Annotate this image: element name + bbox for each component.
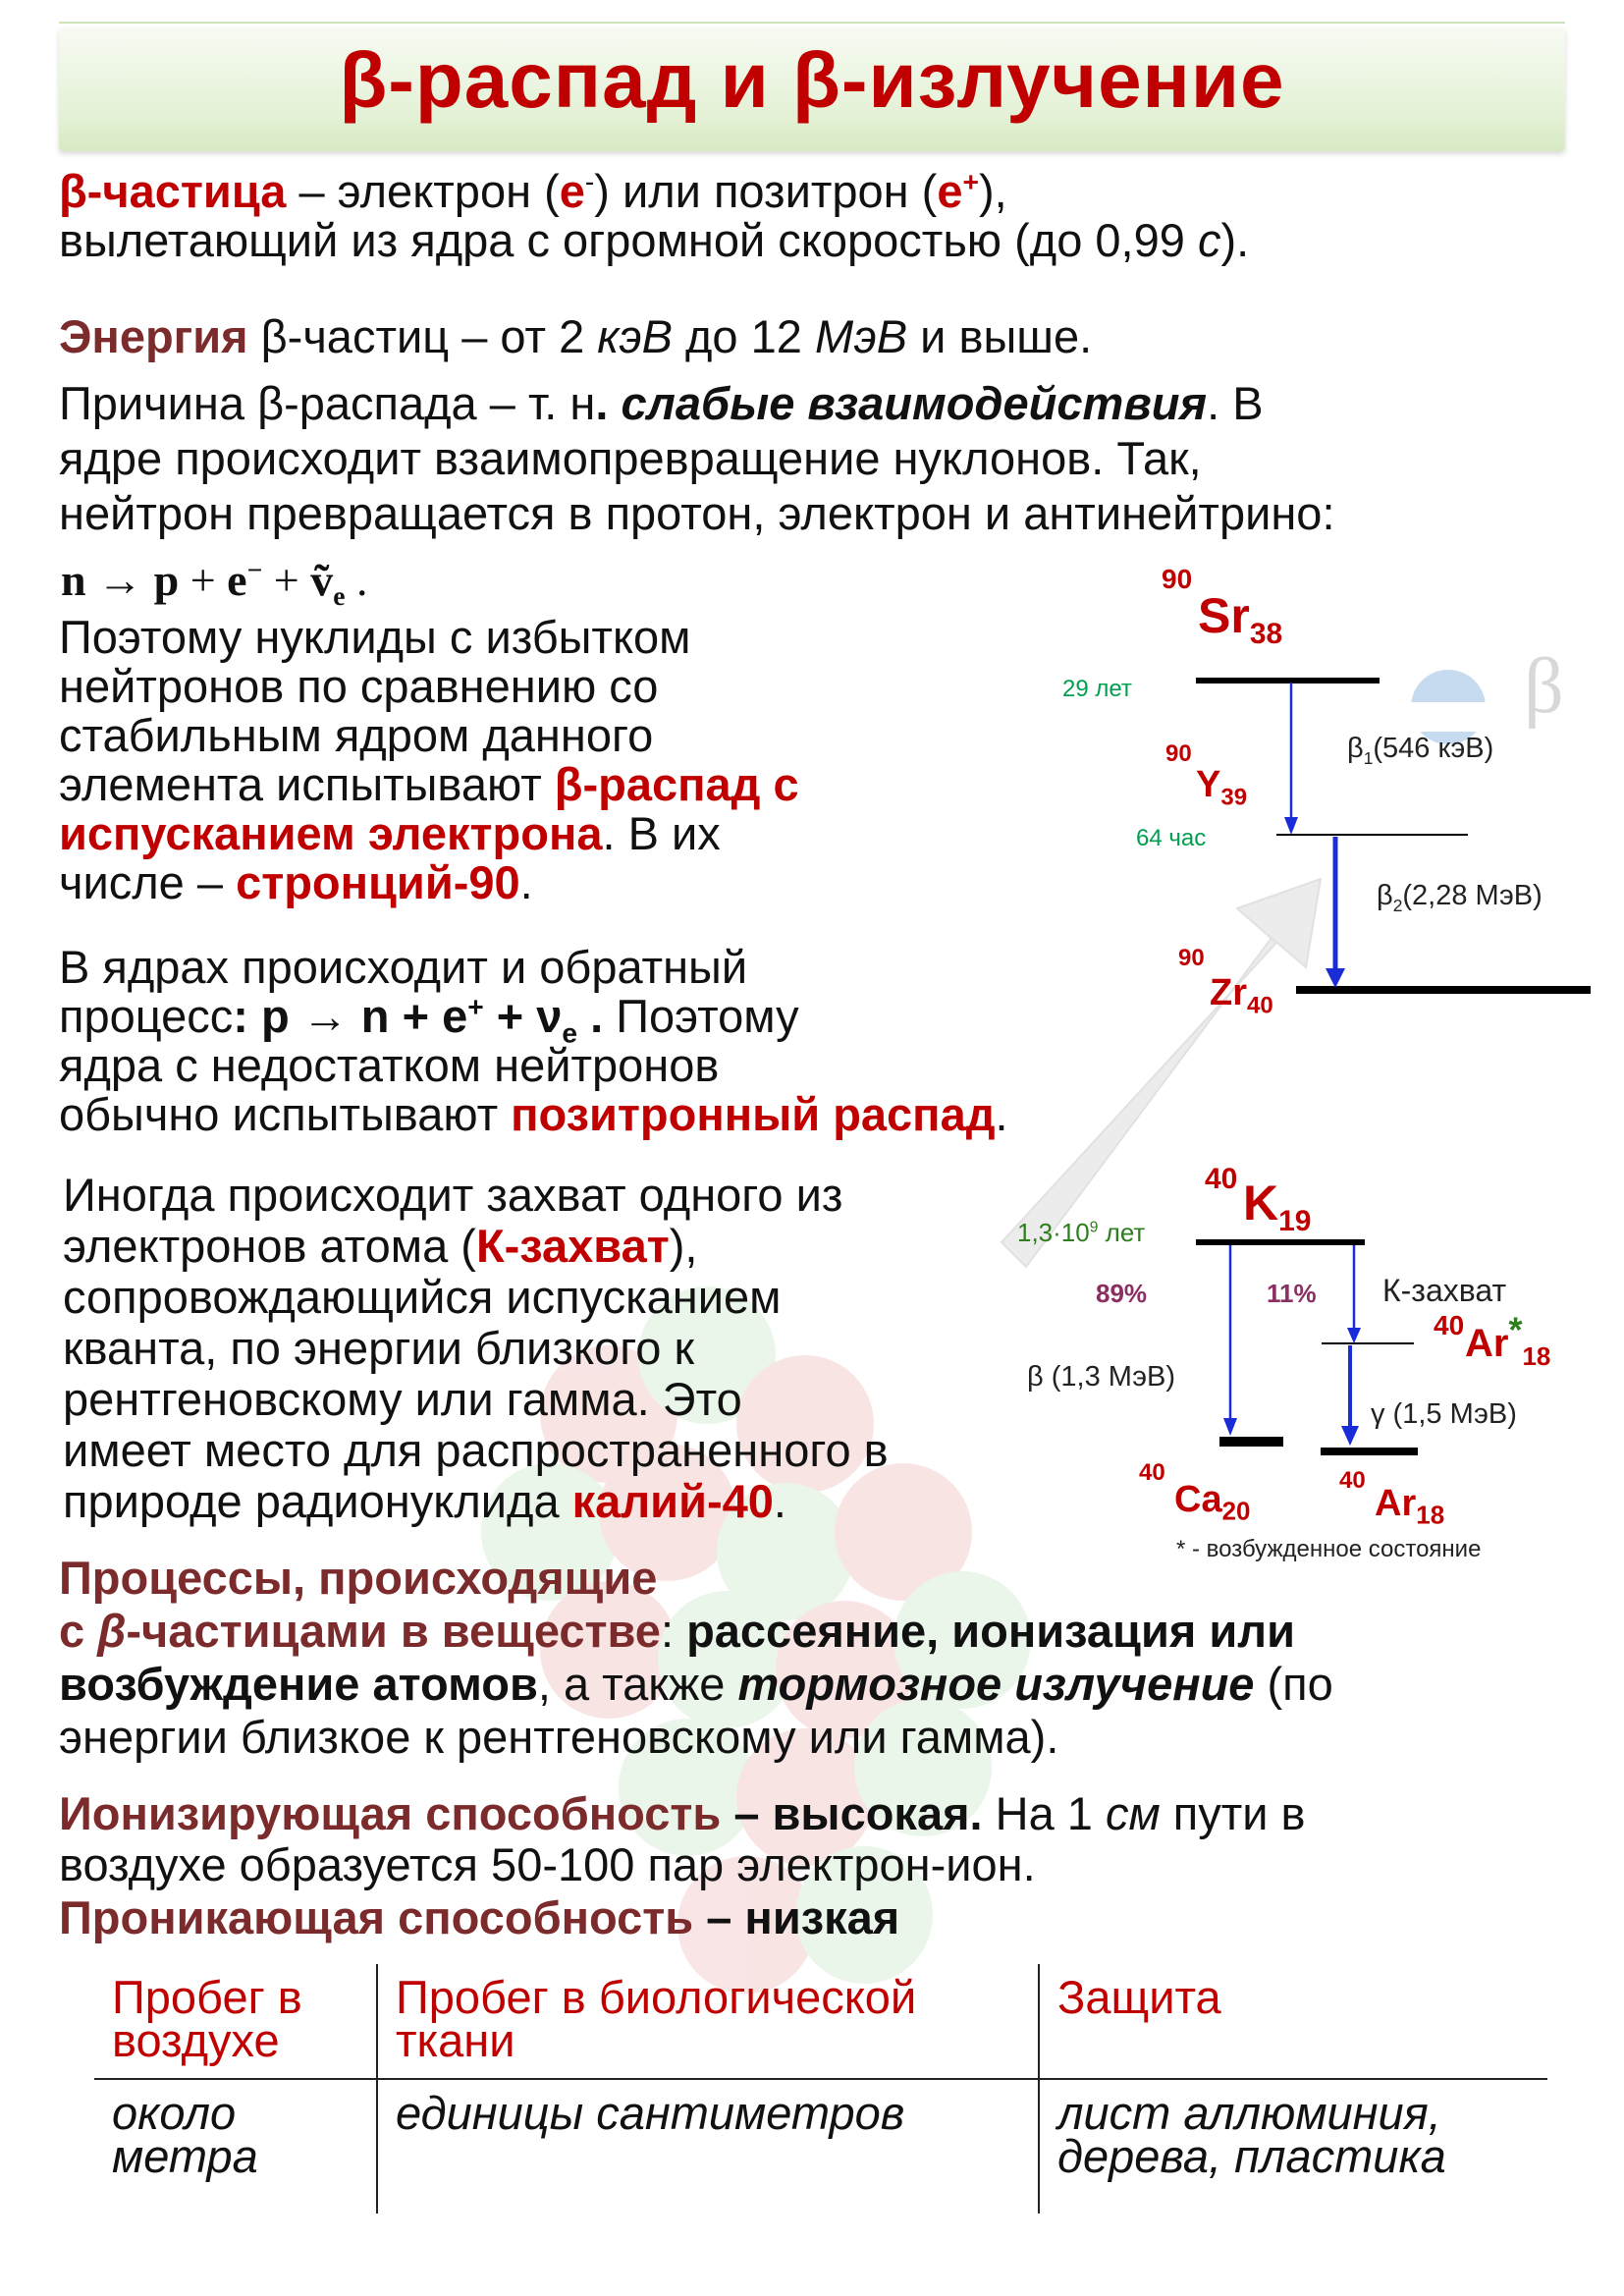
k-capture-line6: имеет место для распространенного в (63, 1424, 889, 1476)
cell-air-range: около метра (112, 2087, 258, 2182)
k-capture-line5: рентгеновскому или гамма. Это (63, 1373, 742, 1425)
sr-half-life: 29 лет (1062, 676, 1132, 702)
top-rule (59, 22, 1565, 24)
percent-11: 11% (1267, 1279, 1317, 1308)
beta1-label: $\beta_1(546$ кэВ) (1347, 733, 1494, 768)
k-capture-line3: сопровождающийся испусканием (63, 1271, 782, 1323)
excited-state-note: * - возбужденное состояние (1176, 1536, 1482, 1562)
k-capture-line4: кванта, по энергии близкого к (63, 1322, 695, 1374)
processes-line3: возбуждение атомов, а также тормозное излучение (по (59, 1658, 1333, 1710)
penetrating-line: Проникающая способность – низкая (59, 1891, 900, 1943)
gamma-label: γ (1,5 МэВ) (1371, 1398, 1517, 1430)
table-row (94, 2079, 1547, 2214)
ionizing-line1: Ионизирующая способность – высокая. На 1 см пути в (59, 1787, 1306, 1839)
percent-89: 89% (1096, 1279, 1148, 1308)
y-mass: 90 (1165, 740, 1192, 767)
processes-line4: энергии близкое к рентгеновскому или гамма). (59, 1711, 1059, 1763)
zr-mass: 90 (1178, 945, 1205, 971)
ar-excited-mass: 40 (1434, 1310, 1465, 1340)
excess-neutron-line2: нейтронов по сравнению со (59, 660, 659, 712)
k-symbol: $K_{19}$ (1243, 1175, 1312, 1237)
excess-neutron-line3: стабильным ядром данного (59, 709, 654, 761)
cell-protection: лист аллюминия, дерева, пластика (1039, 2079, 1547, 2214)
ar-excited-symbol: $Ar^*_{18}$ (1465, 1309, 1551, 1371)
beta2-label: $\beta_2(2,28$ МэВ) (1377, 880, 1543, 915)
ca-symbol: $Ca_{20}$ (1174, 1479, 1251, 1526)
header-air-range: Пробег в воздухе (94, 1964, 377, 2079)
positron-line2: процесс: $p \to n + e^+ + \nu_e$ . Поэтому (59, 990, 799, 1049)
excess-neutron-line4: элемента испытывают β-распад с (59, 758, 799, 810)
positron-line3: ядра с недостатком нейтронов (59, 1039, 720, 1091)
processes-line2: с β-частицами в веществе: рассеяние, ионизация или (59, 1605, 1295, 1657)
y-half-life: 64 час (1136, 825, 1207, 851)
k-mass: 40 (1205, 1163, 1238, 1195)
beta-logo-icon: β (1524, 643, 1564, 730)
ar-symbol: $Ar_{18}$ (1375, 1483, 1445, 1530)
k-capture-line1: Иногда происходит захват одного из (63, 1169, 843, 1221)
k-capture-label: К-захват (1382, 1273, 1507, 1308)
k-capture-line7: природе радионуклида калий-40. (63, 1475, 786, 1527)
sr90-decay-scheme (1031, 550, 1620, 1041)
beta-particle-definition-line2: вылетающий из ядра с огромной скоростью (до 0,99 с). (59, 214, 1250, 266)
y-symbol: $Y_{39}$ (1196, 764, 1248, 811)
ar-mass: 40 (1339, 1467, 1366, 1494)
positron-line1: В ядрах происходит и обратный (59, 941, 748, 993)
zr-symbol: $Zr_{40}$ (1210, 972, 1273, 1019)
page-title: β-распад и β-излучение (339, 36, 1285, 124)
positron-line4: обычно испытывают позитронный распад. (59, 1088, 1008, 1140)
sr-symbol: $Sr_{38}$ (1198, 588, 1283, 650)
table-header-row (94, 1964, 1547, 2079)
ca-mass: 40 (1139, 1459, 1165, 1486)
processes-line1: Процессы, происходящие (59, 1552, 658, 1604)
beta-particle-definition: β-частица – электрон (е-) или позитрон (е+), (59, 165, 1007, 217)
cell-tissue-range: единицы сантиметров (377, 2079, 1039, 2214)
cause-text-line3: нейтрон превращается в протон, электрон и антинейтрино: (59, 487, 1335, 539)
cause-text-line1: Причина β-распада – т. н. слабые взаимодействия. В (59, 377, 1264, 429)
excess-neutron-line1: Поэтому нуклиды с избытком (59, 611, 691, 663)
excess-neutron-line5: испусканием электрона. В их (59, 807, 721, 859)
neutron-decay-formula: n → p + e− + ṽ$_e$ . (61, 554, 368, 612)
k-half-life: $1,3\cdot 10^9$ лет (1017, 1218, 1146, 1247)
ionizing-line2: воздухе образуется 50-100 пар электрон-ион. (59, 1838, 1036, 1890)
beta-label: β (1,3 МэВ) (1027, 1361, 1176, 1393)
header-protection: Защита (1039, 1964, 1547, 2079)
cause-text-line2: ядре происходит взаимопревращение нуклонов. Так, (59, 432, 1202, 484)
header-tissue-range: Пробег в биологической ткани (377, 1964, 1039, 2079)
excess-neutron-line6: числе – стронций-90. (59, 856, 533, 908)
k-capture-line2: электронов атома (К-захват), (63, 1220, 698, 1272)
range-table (94, 1964, 1547, 2214)
beta-energy-text: Энергия β-частиц – от 2 кэВ до 12 МэВ и выше. (59, 310, 1093, 362)
sr-mass: 90 (1162, 564, 1193, 594)
